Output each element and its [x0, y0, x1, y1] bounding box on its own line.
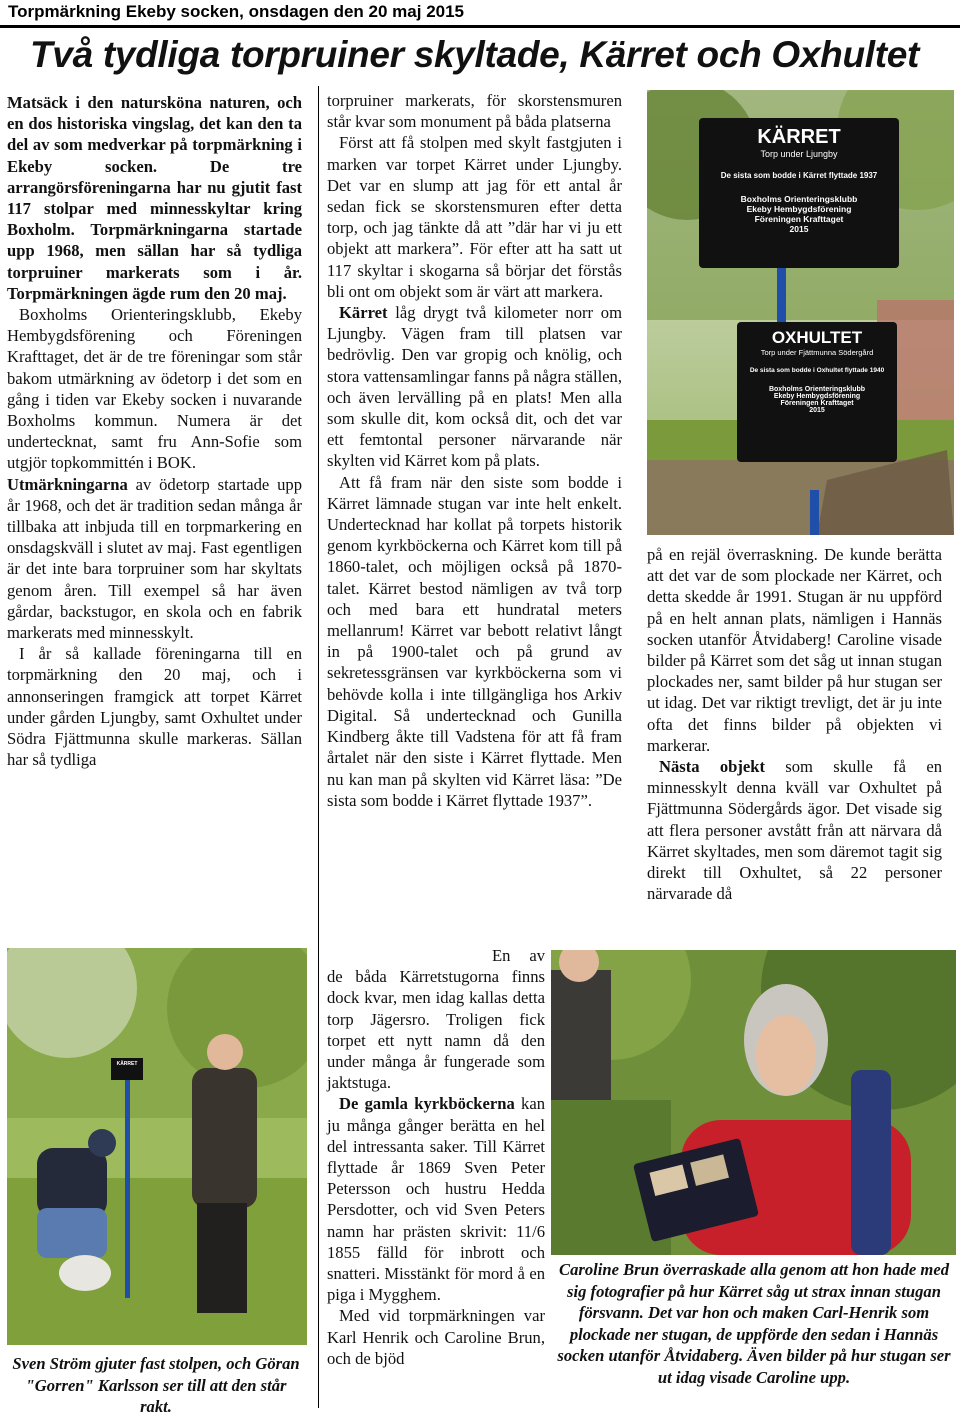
- column-2: [327, 90, 622, 811]
- photo-caroline-image: [551, 950, 956, 1255]
- paragraph-lead-word: Utmärkningarna: [7, 474, 128, 494]
- paragraph-text: kan ju många gånger berätta en hel del intressanta saker. Till Kärret flyttade år 1869 Sven Peter Petersson och hustru Hedda Persdotter, och vid Sven Peters namn har prästen skrivit: 11/6 1855 fälld för inbrott och snatteri. Misstänkt för mord å en piga i Mygghem.: [327, 1094, 545, 1305]
- sign-karret-org: Föreningen Krafttaget: [754, 214, 844, 224]
- paragraph: [647, 756, 942, 904]
- sign-oxhultet-year: 2015: [809, 407, 825, 414]
- paragraph: torpruiner markerats, för skorstensmuren står kvar som monument på båda platserna: [327, 91, 622, 132]
- sign-karret-line: De sista som bodde i Kärret flyttade 1937: [720, 171, 878, 180]
- paragraph-lead-word: De gamla kyrkböckerna: [339, 1094, 515, 1114]
- paragraph: I år så kallade föreningarna till en torpmärkning den 20 maj, och i annonseringen framgick att torpet Kärret under gården Ljungby, samt Oxhultet under Södra Fjättmunna skulle markeras. Sällan har så tydliga: [7, 644, 302, 770]
- photo-men-post: [7, 948, 307, 1345]
- paragraph: Med vid torpmärkningen var Karl Henrik och Caroline Brun, och de bjöd: [327, 1306, 545, 1368]
- headline: Två tydliga torpruiner skyltade, Kärret och Oxhultet: [30, 34, 920, 75]
- column-3: [647, 544, 942, 904]
- paragraph-lead-word: Nästa objekt: [659, 757, 766, 777]
- paragraph-text: av ödetorp startade upp år 1968, och det är tradition sedan många år tillbaka att inbjuda till en torpmarkering en onsdagskväll i slutet av maj. Fast egentligen är det inte bara torpruiner som har skyltats genom åren. Till exempel så har även gårdar, backstugor, en skola och en fabrik markerats med minnesskylt.: [7, 474, 302, 643]
- photo-caroline: [551, 950, 956, 1255]
- sign-karret-name: KÄRRET: [757, 126, 841, 148]
- lead-paragraph: Matsäck i den natursköna naturen, och en dos historiska vingslag, det kan den ta del av som medverkar på torpmärkning i Ekeby socken. De tre arrangörsföreningarna har nu gjutit fast 117 stolpar med minnesskyltar kring Boxholm. Torpmärkningarna startade upp 1968, men sällan har så tydliga torpruiner markerats som i år. Torpmärkningen ägde rum den 20 maj.: [7, 93, 302, 303]
- paragraph: Att få fram när den siste som bodde i Kärret lämnade stugan var inte helt enkelt. Undertecknad har kollat på torpets historik genom kyrkböckerna och Kärret kom till på 1860-talet, och möjligen också på 1870-talet. Kärret bestod nämligen av två torp och med bara ett hundratal meters mellanrum! Kärret var bebott relativt långt in på 1900-talet och på grund av sekretessgränsen var kyrkböckerna som vi behövde kolla i inte tillgängliga hos Arkiv Digital. Så undertecknad och Gunilla Kindberg åkte till Vadstena för att få fram årtalet när den siste i Kärret flyttade. Men nu kan man på skylten vid Kärret läsa: ”De sista som bodde i Kärret flyttade 1937”.: [327, 472, 622, 810]
- sign-karret-org: Boxholms Orienteringsklubb: [740, 194, 858, 204]
- sign-small-name: KÄRRET: [116, 1061, 138, 1067]
- paragraph-text: låg drygt två kilometer norr om Ljungby. Vägen fram till platsen var bedrövlig. Den var gropig och knölig, och stora vattensamlingar fanns på några ställen, och även lervälling på en plats! Men alla som skulle dit, kom också dit, och det var ett femtontal personer närvarande när skylten vid Kärret kom på plats.: [327, 303, 622, 471]
- sign-oxhultet-org: Föreningen Krafttaget: [780, 400, 854, 407]
- paragraph: Först att få stolpen med skylt fastgjuten i marken var torpet Kärret under Ljungby. Det var en slump att jag för ett antal år sedan fick se skorstensmuren efter detta torp, och jag tänkte då att ”där har vi ju ett objekt att markera”. För efter att ha satt ut 117 skyltar i skogarna så börjar det förstås bli ont om objekt som är värt att markera.: [327, 133, 622, 301]
- paragraph-text: som skulle få en minnesskylt denna kväll var Oxhultet på Fjättmunna Södergårds ägor. Det visade sig att flera personer avstått från att närvara då Kärret skyltades, men som däremot tagit sig direkt till Oxhultet, så 22 personer närvarade då: [647, 757, 942, 904]
- photo-signs: [647, 90, 954, 535]
- sign-karret-org: Ekeby Hembygdsförening: [746, 204, 852, 214]
- header-rule: [0, 25, 960, 28]
- sign-karret-year: 2015: [789, 224, 809, 234]
- caption-left: Sven Ström gjuter fast stolpen, och Göran "Gorren" Karlsson ser till att den står rakt.: [12, 1354, 300, 1416]
- sign-oxhultet-sub: Torp under Fjättmunna Södergård: [760, 348, 874, 357]
- dateline: Torpmärkning Ekeby socken, onsdagen den 20 maj 2015: [8, 2, 465, 21]
- sign-oxhultet-line: De sista som bodde i Oxhultet flyttade 1940: [749, 367, 885, 374]
- paragraph: på en rejäl överraskning. De kunde berätta att det var de som plockade ner Kärret, och detta skedde år 1991. Stugan är nu uppförd på en helt annan plats, nämligen i Hannäs socken utanför Åtvidaberg! Caroline visade bilder på Kärret som det såg ut innan stugan plockades ner, samt bilder på hur stugan ser ut idag. Det var riktigt trevligt, det är ju inte ofta det finns bilder på objekten vi markerar.: [647, 545, 942, 755]
- caption-right: Caroline Brun överraskade alla genom att hon hade med sig fotografier på hur Kärret såg ut strax innan stugan försvann. Det var hon och maken Carl-Henrik som plockade ner stugan, de uppförde den sedan i Hannäs socken utanför Åtvidaberg. Även bilder på hur stugan ser ut idag visade Caroline upp.: [557, 1260, 951, 1387]
- sign-oxhultet-name: OXHULTET: [771, 328, 863, 347]
- paragraph: Boxholms Orienteringsklubb, Ekeby Hembygdsförening och Föreningen Krafttaget, det är de tre föreningar som står bakom utmärkning av ödetorp i det som en gång i tiden var Ekeby socken i nuvarande Boxholms kommun. Numera är det undertecknat, samt fru Ann-Sofie som utgjör topkommittén i BOK.: [7, 305, 302, 473]
- column-divider: [318, 86, 319, 1408]
- paragraph-lead-word: Kärret: [339, 303, 388, 323]
- paragraph: [327, 1093, 545, 1305]
- paragraph: [327, 302, 622, 472]
- sign-karret-sub: Torp under Ljungby: [760, 149, 838, 159]
- column-2-lower: [327, 945, 545, 1369]
- paragraph: En av de båda Kärretstugorna finns dock kvar, men idag kallas detta torp Jägersro. Troligen fick torpet ett nytt namn då den under många år fungerade som jaktstuga.: [327, 946, 545, 1093]
- photo-men-post-image: [7, 948, 307, 1345]
- column-1: [7, 92, 302, 771]
- sign-oxhultet-org: Ekeby Hembygdsförening: [773, 393, 861, 400]
- sign-oxhultet-org: Boxholms Orienteringsklubb: [768, 386, 866, 393]
- paragraph: [7, 474, 302, 644]
